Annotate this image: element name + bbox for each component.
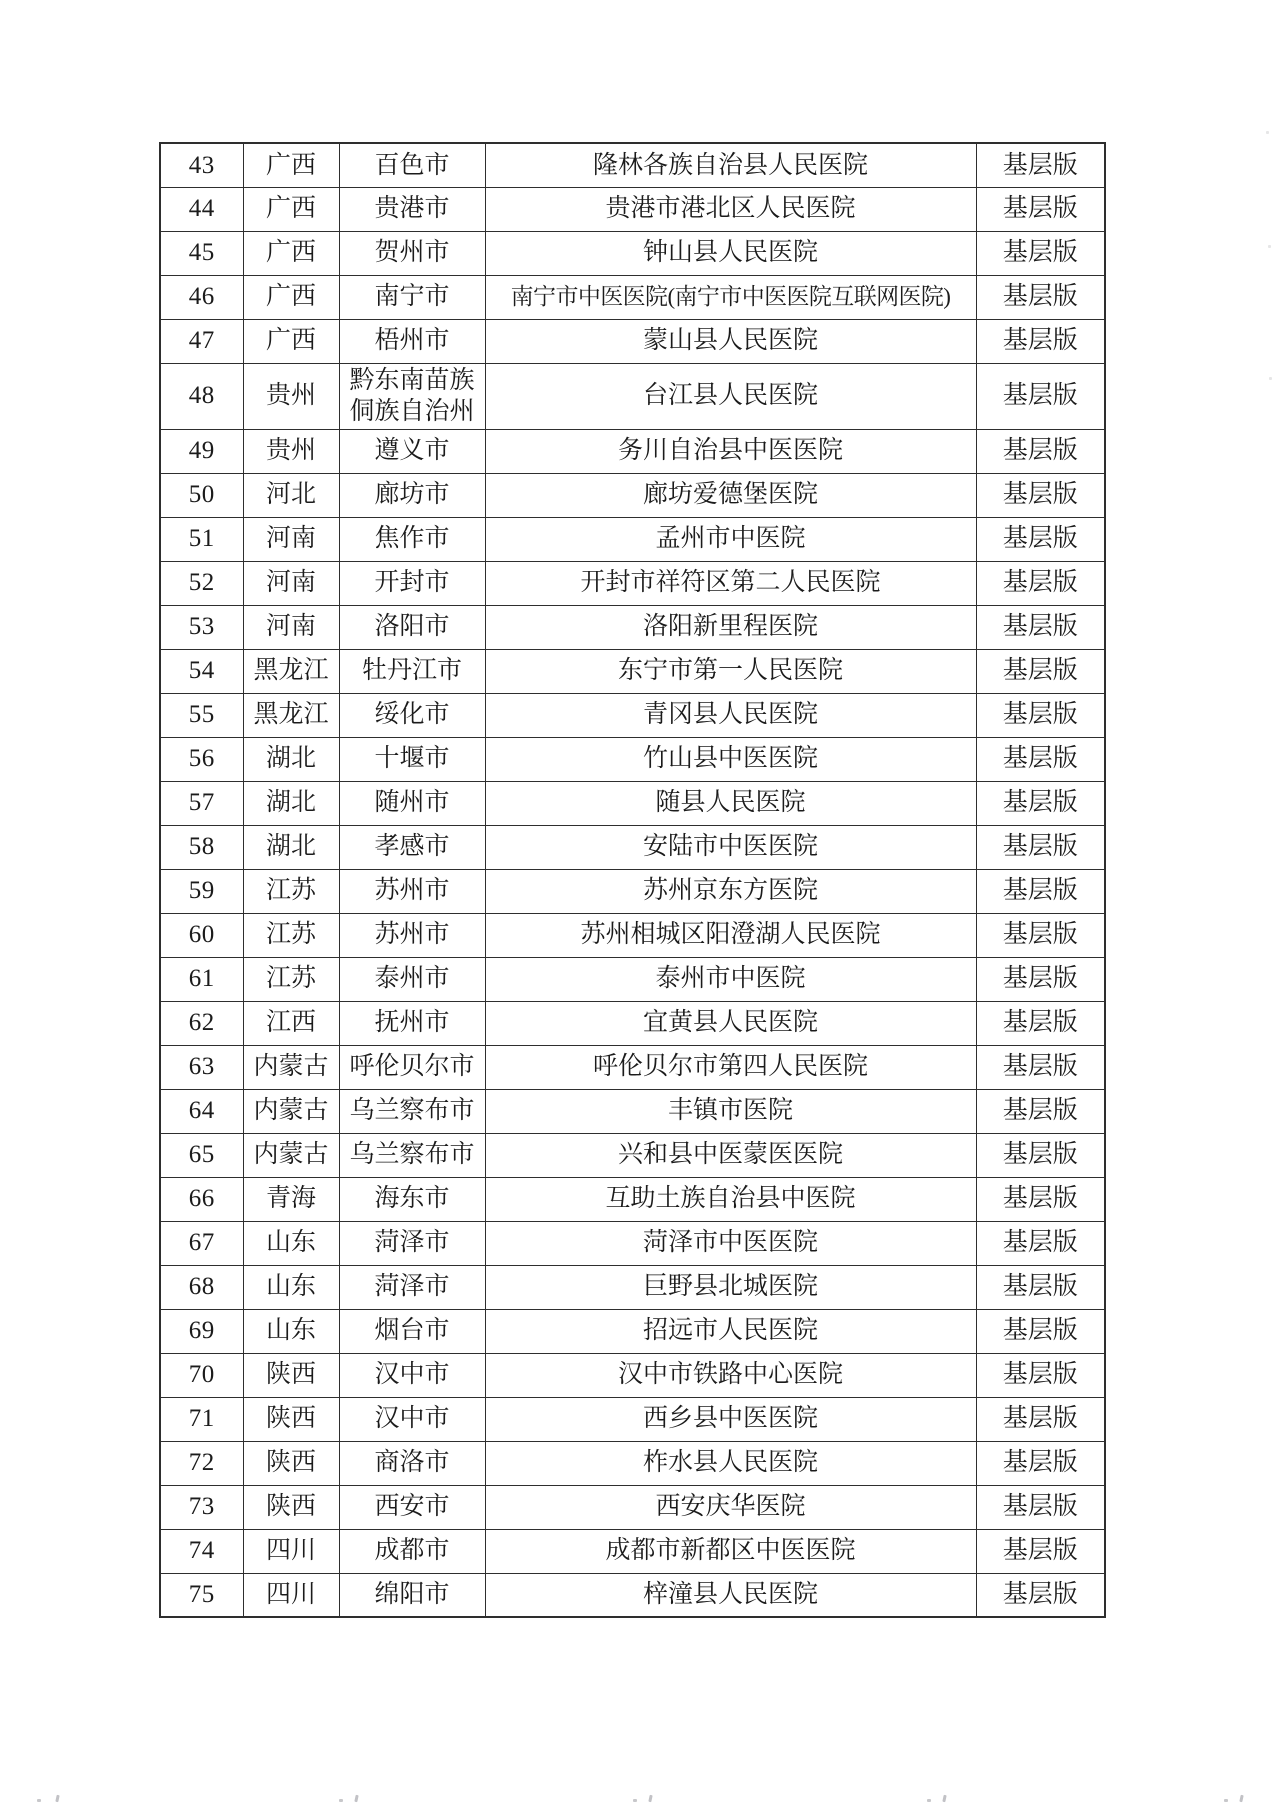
city-cell: 开封市 (339, 561, 485, 605)
table-row (160, 957, 1105, 1001)
table-row (160, 1221, 1105, 1265)
table-row (160, 1265, 1105, 1309)
row-number-cell: 74 (160, 1529, 243, 1573)
city-cell: 绵阳市 (339, 1573, 485, 1617)
table-row (160, 143, 1105, 187)
city-cell: 泰州市 (339, 957, 485, 1001)
province-cell: 江苏 (243, 913, 339, 957)
hospital-name-cell: 廊坊爱德堡医院 (485, 473, 976, 517)
edition-cell: 基层版 (976, 1441, 1105, 1485)
edition-cell: 基层版 (976, 781, 1105, 825)
city-cell: 菏泽市 (339, 1221, 485, 1265)
edition-cell: 基层版 (976, 605, 1105, 649)
edition-cell: 基层版 (976, 231, 1105, 275)
table-row (160, 1485, 1105, 1529)
scan-speck (354, 1795, 358, 1802)
table-row (160, 231, 1105, 275)
hospital-name-cell: 随县人民医院 (485, 781, 976, 825)
row-number-cell: 55 (160, 693, 243, 737)
edition-cell: 基层版 (976, 825, 1105, 869)
province-cell: 陕西 (243, 1397, 339, 1441)
hospital-name-cell: 招远市人民医院 (485, 1309, 976, 1353)
hospital-name-cell: 洛阳新里程医院 (485, 605, 976, 649)
hospital-name-cell: 贵港市港北区人民医院 (485, 187, 976, 231)
row-number-cell: 61 (160, 957, 243, 1001)
row-number-cell: 44 (160, 187, 243, 231)
edition-cell: 基层版 (976, 869, 1105, 913)
row-number-cell: 71 (160, 1397, 243, 1441)
row-number-cell: 73 (160, 1485, 243, 1529)
edition-cell: 基层版 (976, 1133, 1105, 1177)
city-cell: 成都市 (339, 1529, 485, 1573)
row-number-cell: 45 (160, 231, 243, 275)
city-cell: 梧州市 (339, 319, 485, 363)
row-number-cell: 65 (160, 1133, 243, 1177)
table-row (160, 517, 1105, 561)
hospital-name-cell: 南宁市中医医院(南宁市中医医院互联网医院) (485, 275, 976, 319)
edition-cell: 基层版 (976, 649, 1105, 693)
row-number-cell: 48 (160, 363, 243, 429)
city-cell: 西安市 (339, 1485, 485, 1529)
city-cell: 海东市 (339, 1177, 485, 1221)
hospital-roster-table (159, 142, 1106, 1618)
table-row (160, 1045, 1105, 1089)
edition-cell: 基层版 (976, 957, 1105, 1001)
edition-cell: 基层版 (976, 319, 1105, 363)
hospital-name-cell: 隆林各族自治县人民医院 (485, 143, 976, 187)
hospital-name-cell: 汉中市铁路中心医院 (485, 1353, 976, 1397)
table-row (160, 429, 1105, 473)
table-row (160, 605, 1105, 649)
scan-speck (37, 1799, 41, 1802)
edition-cell: 基层版 (976, 363, 1105, 429)
province-cell: 山东 (243, 1221, 339, 1265)
row-number-cell: 60 (160, 913, 243, 957)
province-cell: 陕西 (243, 1441, 339, 1485)
city-cell: 乌兰察布市 (339, 1089, 485, 1133)
city-cell: 绥化市 (339, 693, 485, 737)
scan-speck (55, 1795, 59, 1802)
scan-speck (1268, 245, 1271, 248)
province-cell: 青海 (243, 1177, 339, 1221)
city-cell: 随州市 (339, 781, 485, 825)
province-cell: 河南 (243, 605, 339, 649)
city-cell: 汉中市 (339, 1397, 485, 1441)
hospital-name-cell: 西安庆华医院 (485, 1485, 976, 1529)
province-cell: 内蒙古 (243, 1045, 339, 1089)
province-cell: 贵州 (243, 363, 339, 429)
row-number-cell: 58 (160, 825, 243, 869)
province-cell: 湖北 (243, 781, 339, 825)
row-number-cell: 54 (160, 649, 243, 693)
hospital-name-cell: 丰镇市医院 (485, 1089, 976, 1133)
row-number-cell: 57 (160, 781, 243, 825)
province-cell: 河南 (243, 561, 339, 605)
hospital-name-cell: 蒙山县人民医院 (485, 319, 976, 363)
city-cell: 黔东南苗族侗族自治州 (339, 363, 485, 429)
hospital-name-cell: 苏州相城区阳澄湖人民医院 (485, 913, 976, 957)
edition-cell: 基层版 (976, 1529, 1105, 1573)
hospital-name-cell: 兴和县中医蒙医医院 (485, 1133, 976, 1177)
row-number-cell: 47 (160, 319, 243, 363)
scan-speck (1239, 1795, 1243, 1802)
province-cell: 广西 (243, 187, 339, 231)
hospital-name-cell: 巨野县北城医院 (485, 1265, 976, 1309)
table-row (160, 1529, 1105, 1573)
hospital-name-cell: 安陆市中医医院 (485, 825, 976, 869)
province-cell: 河北 (243, 473, 339, 517)
city-cell: 焦作市 (339, 517, 485, 561)
city-cell: 汉中市 (339, 1353, 485, 1397)
table-row (160, 1001, 1105, 1045)
row-number-cell: 56 (160, 737, 243, 781)
scan-speck (1269, 377, 1272, 380)
province-cell: 江西 (243, 1001, 339, 1045)
edition-cell: 基层版 (976, 1001, 1105, 1045)
scan-speck (927, 1799, 931, 1802)
city-cell: 烟台市 (339, 1309, 485, 1353)
province-cell: 山东 (243, 1309, 339, 1353)
hospital-name-cell: 开封市祥符区第二人民医院 (485, 561, 976, 605)
row-number-cell: 43 (160, 143, 243, 187)
table-row (160, 1397, 1105, 1441)
edition-cell: 基层版 (976, 143, 1105, 187)
city-cell: 贺州市 (339, 231, 485, 275)
edition-cell: 基层版 (976, 693, 1105, 737)
table-row (160, 275, 1105, 319)
table-row (160, 1133, 1105, 1177)
hospital-name-cell: 青冈县人民医院 (485, 693, 976, 737)
edition-cell: 基层版 (976, 1265, 1105, 1309)
table-row (160, 319, 1105, 363)
row-number-cell: 67 (160, 1221, 243, 1265)
row-number-cell: 75 (160, 1573, 243, 1617)
edition-cell: 基层版 (976, 473, 1105, 517)
table-body (160, 143, 1105, 1617)
edition-cell: 基层版 (976, 1089, 1105, 1133)
table-row (160, 737, 1105, 781)
table-row (160, 1441, 1105, 1485)
hospital-name-cell: 呼伦贝尔市第四人民医院 (485, 1045, 976, 1089)
province-cell: 广西 (243, 143, 339, 187)
city-cell: 洛阳市 (339, 605, 485, 649)
row-number-cell: 69 (160, 1309, 243, 1353)
table-row (160, 187, 1105, 231)
city-cell: 廊坊市 (339, 473, 485, 517)
hospital-name-cell: 西乡县中医医院 (485, 1397, 976, 1441)
row-number-cell: 62 (160, 1001, 243, 1045)
table-row (160, 1573, 1105, 1617)
province-cell: 山东 (243, 1265, 339, 1309)
scan-speck (942, 1795, 946, 1802)
province-cell: 内蒙古 (243, 1133, 339, 1177)
hospital-name-cell: 务川自治县中医医院 (485, 429, 976, 473)
city-cell: 贵港市 (339, 187, 485, 231)
table-row (160, 561, 1105, 605)
hospital-name-cell: 梓潼县人民医院 (485, 1573, 976, 1617)
city-cell: 牡丹江市 (339, 649, 485, 693)
province-cell: 湖北 (243, 825, 339, 869)
city-cell: 苏州市 (339, 913, 485, 957)
city-cell: 孝感市 (339, 825, 485, 869)
city-cell: 菏泽市 (339, 1265, 485, 1309)
city-cell: 遵义市 (339, 429, 485, 473)
city-cell: 南宁市 (339, 275, 485, 319)
table-row (160, 869, 1105, 913)
scan-speck (648, 1795, 652, 1802)
table-row (160, 1309, 1105, 1353)
table-row (160, 781, 1105, 825)
row-number-cell: 59 (160, 869, 243, 913)
hospital-name-cell: 柞水县人民医院 (485, 1441, 976, 1485)
edition-cell: 基层版 (976, 1309, 1105, 1353)
hospital-name-cell: 宜黄县人民医院 (485, 1001, 976, 1045)
province-cell: 黑龙江 (243, 649, 339, 693)
scan-speck (633, 1799, 637, 1802)
city-cell: 呼伦贝尔市 (339, 1045, 485, 1089)
table-row (160, 649, 1105, 693)
province-cell: 四川 (243, 1529, 339, 1573)
province-cell: 河南 (243, 517, 339, 561)
table-row (160, 363, 1105, 429)
hospital-name-cell: 苏州京东方医院 (485, 869, 976, 913)
hospital-name-cell: 互助土族自治县中医院 (485, 1177, 976, 1221)
hospital-name-cell: 台江县人民医院 (485, 363, 976, 429)
province-cell: 广西 (243, 319, 339, 363)
city-cell: 苏州市 (339, 869, 485, 913)
row-number-cell: 70 (160, 1353, 243, 1397)
scan-speck (1266, 131, 1269, 134)
hospital-name-cell: 菏泽市中医医院 (485, 1221, 976, 1265)
province-cell: 江苏 (243, 957, 339, 1001)
row-number-cell: 68 (160, 1265, 243, 1309)
edition-cell: 基层版 (976, 275, 1105, 319)
scan-speck (339, 1799, 343, 1802)
edition-cell: 基层版 (976, 1353, 1105, 1397)
edition-cell: 基层版 (976, 561, 1105, 605)
city-cell: 商洛市 (339, 1441, 485, 1485)
province-cell: 黑龙江 (243, 693, 339, 737)
edition-cell: 基层版 (976, 913, 1105, 957)
row-number-cell: 49 (160, 429, 243, 473)
city-cell: 百色市 (339, 143, 485, 187)
hospital-name-cell: 竹山县中医医院 (485, 737, 976, 781)
edition-cell: 基层版 (976, 1397, 1105, 1441)
row-number-cell: 51 (160, 517, 243, 561)
row-number-cell: 64 (160, 1089, 243, 1133)
table-row (160, 1353, 1105, 1397)
province-cell: 内蒙古 (243, 1089, 339, 1133)
city-cell: 乌兰察布市 (339, 1133, 485, 1177)
table-row (160, 1089, 1105, 1133)
province-cell: 贵州 (243, 429, 339, 473)
edition-cell: 基层版 (976, 1045, 1105, 1089)
edition-cell: 基层版 (976, 1177, 1105, 1221)
hospital-name-cell: 孟州市中医院 (485, 517, 976, 561)
edition-cell: 基层版 (976, 1573, 1105, 1617)
hospital-name-cell: 东宁市第一人民医院 (485, 649, 976, 693)
table-row (160, 693, 1105, 737)
province-cell: 广西 (243, 275, 339, 319)
province-cell: 广西 (243, 231, 339, 275)
row-number-cell: 72 (160, 1441, 243, 1485)
table-row (160, 825, 1105, 869)
scan-speck (1224, 1799, 1228, 1802)
row-number-cell: 53 (160, 605, 243, 649)
table-row (160, 473, 1105, 517)
row-number-cell: 63 (160, 1045, 243, 1089)
table-row (160, 1177, 1105, 1221)
province-cell: 四川 (243, 1573, 339, 1617)
table-row (160, 913, 1105, 957)
hospital-name-cell: 成都市新都区中医医院 (485, 1529, 976, 1573)
province-cell: 湖北 (243, 737, 339, 781)
city-cell: 抚州市 (339, 1001, 485, 1045)
edition-cell: 基层版 (976, 517, 1105, 561)
row-number-cell: 52 (160, 561, 243, 605)
row-number-cell: 46 (160, 275, 243, 319)
province-cell: 陕西 (243, 1485, 339, 1529)
row-number-cell: 50 (160, 473, 243, 517)
edition-cell: 基层版 (976, 1221, 1105, 1265)
province-cell: 江苏 (243, 869, 339, 913)
edition-cell: 基层版 (976, 429, 1105, 473)
hospital-name-cell: 泰州市中医院 (485, 957, 976, 1001)
hospital-name-cell: 钟山县人民医院 (485, 231, 976, 275)
province-cell: 陕西 (243, 1353, 339, 1397)
edition-cell: 基层版 (976, 1485, 1105, 1529)
edition-cell: 基层版 (976, 187, 1105, 231)
row-number-cell: 66 (160, 1177, 243, 1221)
edition-cell: 基层版 (976, 737, 1105, 781)
city-cell: 十堰市 (339, 737, 485, 781)
